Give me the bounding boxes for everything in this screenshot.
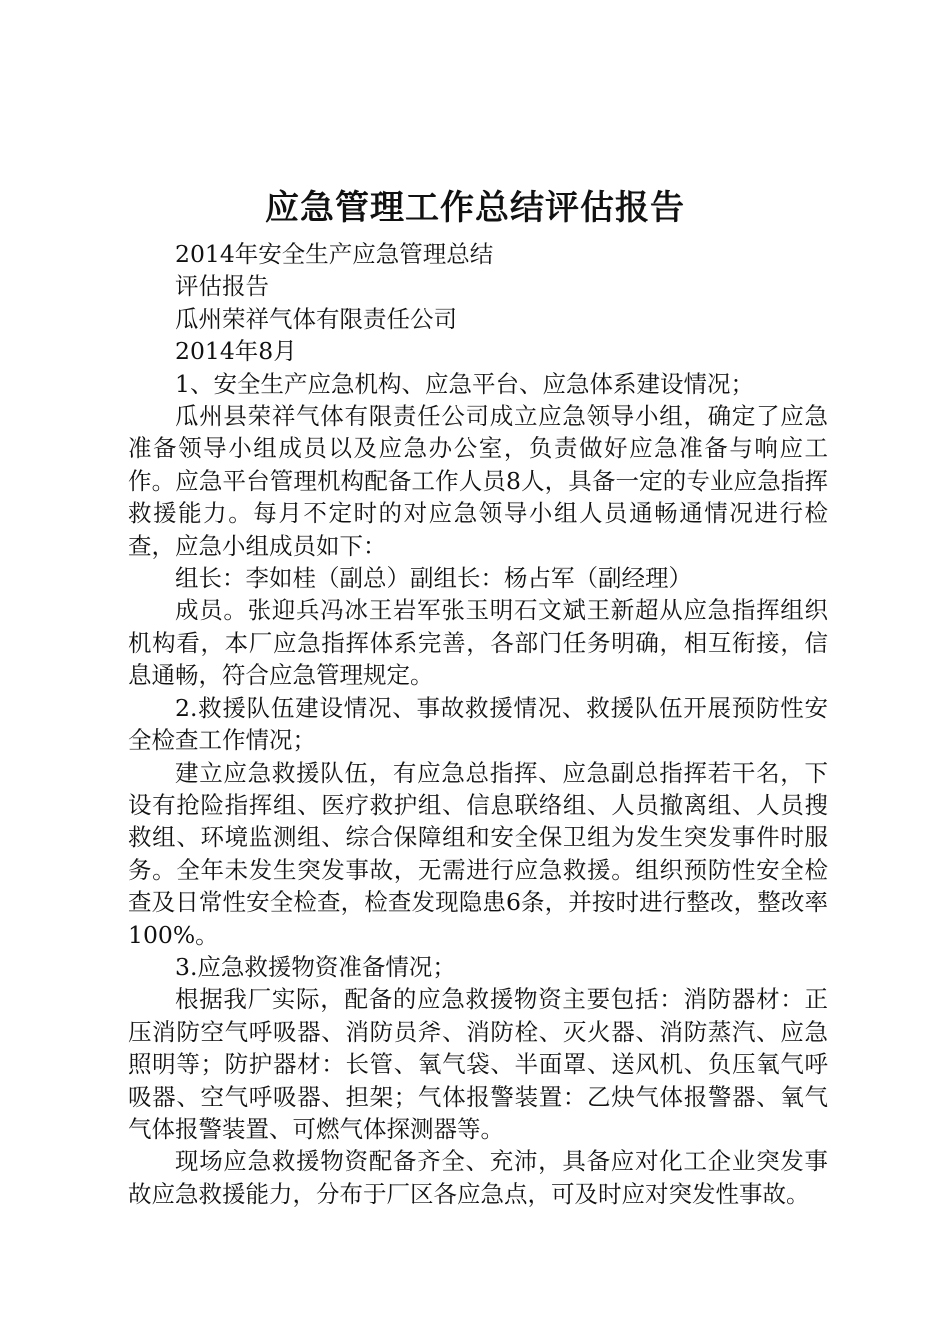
header-line-company: 瓜州荣祥气体有限责任公司	[175, 304, 457, 333]
paragraph-rescue-team: 建立应急救援队伍，有应急总指挥、应急副总指挥若干名，下设有抢险指挥组、医疗救护组、信息联络组、人员撤离组、人员搜救组、环境监测组、综合保障组和安全保卫组为发生突发事件时服务。全年未发生突发事故，无需进行应急救援。组织预防性安全检查及日常性安全检查，检查发现隐患6条，并按时进行整改，整改率100%。	[128, 758, 828, 949]
document-title: 应急管理工作总结评估报告	[265, 188, 685, 228]
section-heading-3: 3.应急救援物资准备情况；	[175, 952, 456, 981]
paragraph-supplies: 根据我厂实际，配备的应急救援物资主要包括：消防器材：正压消防空气呼吸器、消防员斧、消防栓、灭火器、消防蒸汽、应急照明等；防护器材：长管、氧气袋、半面罩、送风机、负压氧气呼吸器、空气呼吸器、担架；气体报警装置：乙炔气体报警器、氧气气体报警装置、可燃气体探测器等。	[128, 985, 828, 1143]
paragraph-leadership: 瓜州县荣祥气体有限责任公司成立应急领导小组，确定了应急准备领导小组成员以及应急办公室，负责做好应急准备与响应工作。应急平台管理机构配备工作人员8人，具备一定的专业应急指挥救援能力。每月不定时的对应急领导小组人员通畅通情况进行检查，应急小组成员如下：	[128, 402, 828, 560]
document-body	[128, 238, 828, 1210]
paragraph-members: 成员。张迎兵冯冰王岩军张玉明石文斌王新超从应急指挥组织机构看，本厂应急指挥体系完善，各部门任务明确，相互衔接，信息通畅，符合应急管理规定。	[128, 596, 828, 690]
section-heading-2: 2.救援队伍建设情况、事故救援情况、救援队伍开展预防性安全检查工作情况；	[128, 693, 828, 755]
section-heading-1: 1、安全生产应急机构、应急平台、应急体系建设情况；	[175, 369, 754, 398]
paragraph-leaders: 组长：李如桂（副总）副组长：杨占军（副经理）	[175, 564, 692, 593]
header-line-date: 2014年8月	[175, 337, 297, 366]
header-line-report-type: 评估报告	[175, 272, 269, 301]
header-line-report-year: 2014年安全生产应急管理总结	[175, 240, 494, 268]
paragraph-conclusion: 现场应急救援物资配备齐全、充沛，具备应对化工企业突发事故应急救援能力，分布于厂区各应急点，可及时应对突发性事故。	[128, 1147, 828, 1208]
